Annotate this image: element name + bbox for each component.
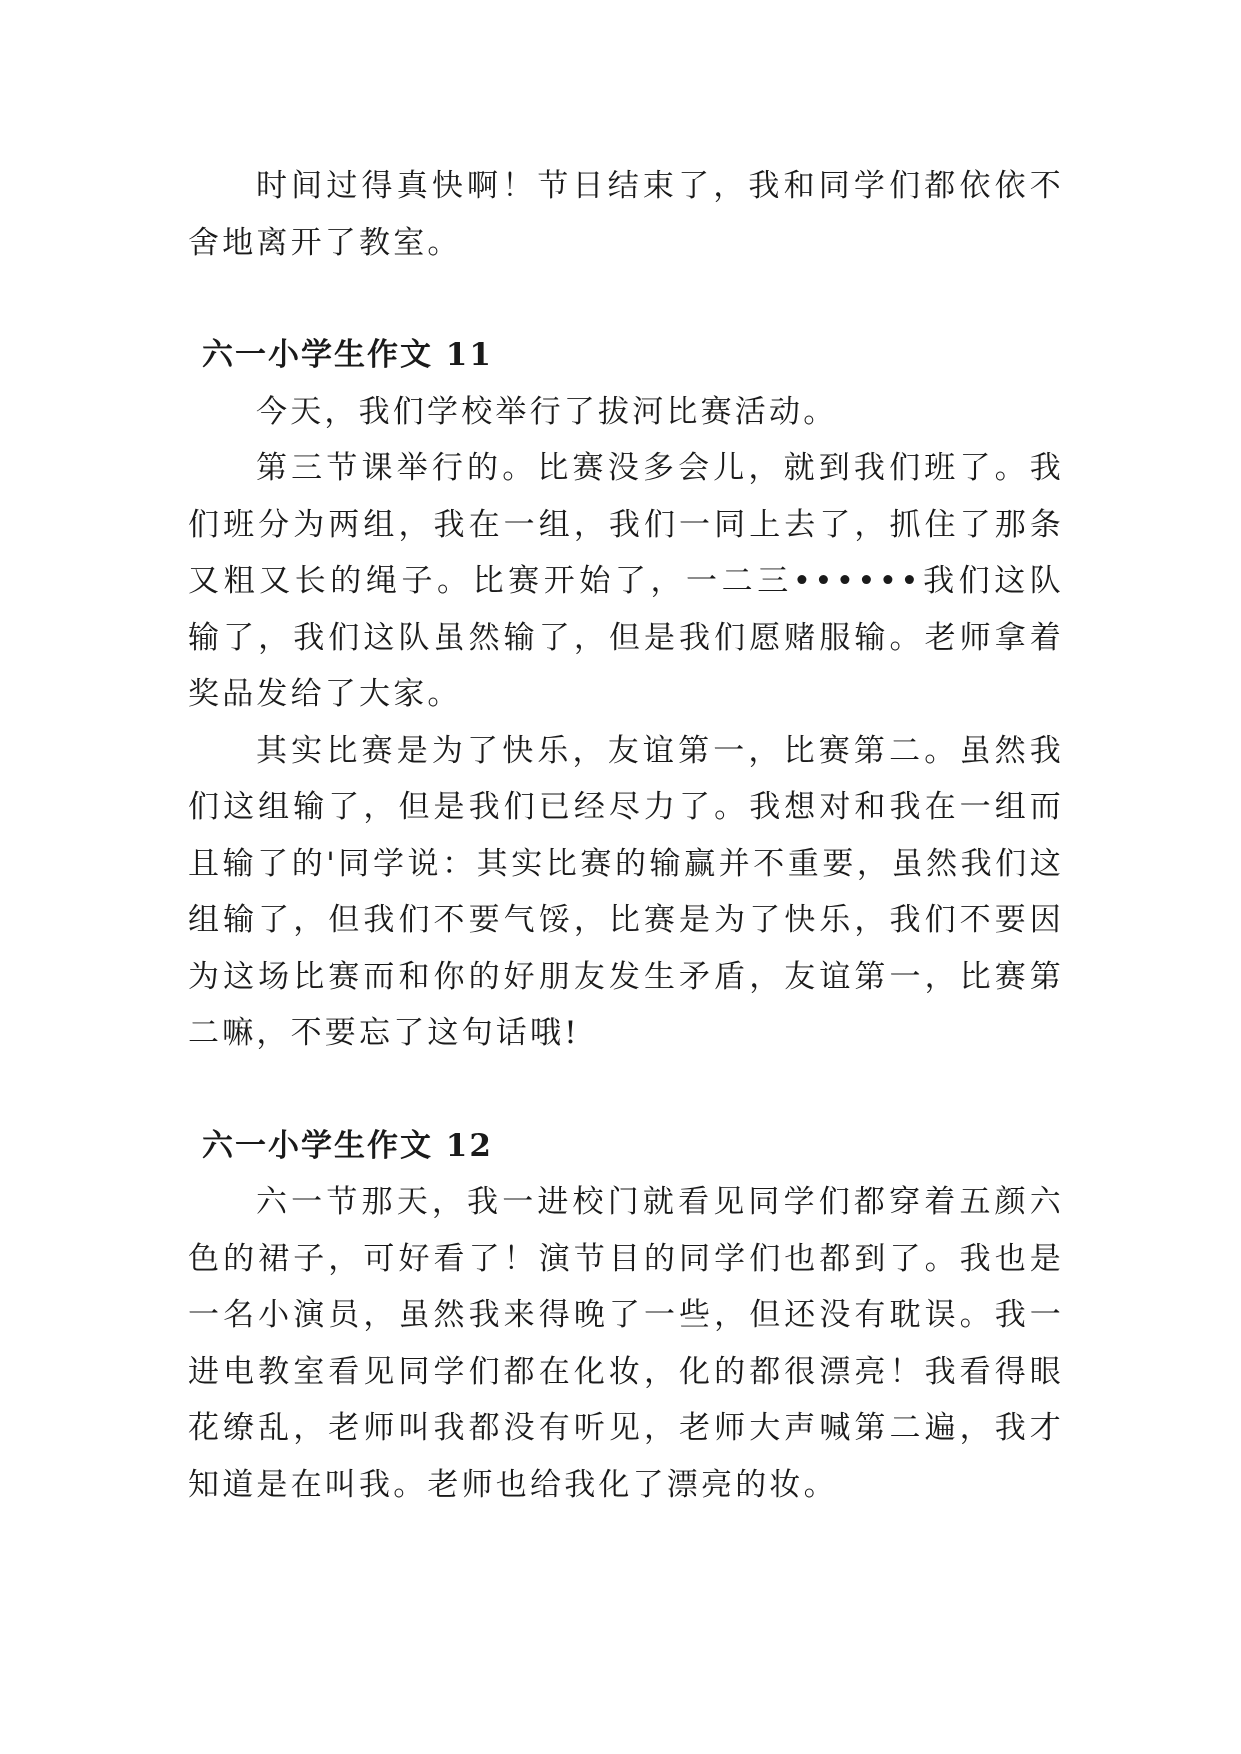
paragraph: 第三节课举行的。比赛没多会儿，就到我们班了。我们班分为两组，我在一组，我们一同上去了，抓住了那条又粗又长的绳子。比赛开始了，一二三••••••我们这队输了，我们这队虽然输了，但是我们愿赌服输。老师拿着奖品发给了大家。 [188,450,1064,712]
document-page [188,158,1064,1513]
section-heading-12: 六一小学生作文 12 [202,1127,493,1164]
essay-section-12 [188,1118,1064,1514]
paragraph: 其实比赛是为了快乐，友谊第一，比赛第二。虽然我们这组输了，但是我们已经尽力了。我想对和我在一组而且输了的'同学说：其实比赛的输赢并不重要，虽然我们这组输了，但我们不要气馁，比赛是为了快乐，我们不要因为这场比赛而和你的好朋友发生矛盾，友谊第一，比赛第二嘛，不要忘了这句话哦! [188,732,1064,1051]
paragraph: 今天，我们学校举行了拔河比赛活动。 [256,393,838,430]
essay-section-11 [188,327,1064,1062]
paragraph: 六一节那天，我一进校门就看见同学们都穿着五颜六色的裙子，可好看了！演节目的同学们也都到了。我也是一名小演员，虽然我来得晚了一些，但还没有耽误。我一进电教室看见同学们都在化妆，化的都很漂亮！我看得眼花缭乱，老师叫我都没有听见，老师大声喊第二遍，我才知道是在叫我。老师也给我化了漂亮的妆。 [188,1184,1064,1503]
paragraph-closing: 时间过得真快啊！节日结束了，我和同学们都依依不舍地离开了教室。 [188,168,1064,261]
section-heading-11: 六一小学生作文 11 [202,337,493,373]
